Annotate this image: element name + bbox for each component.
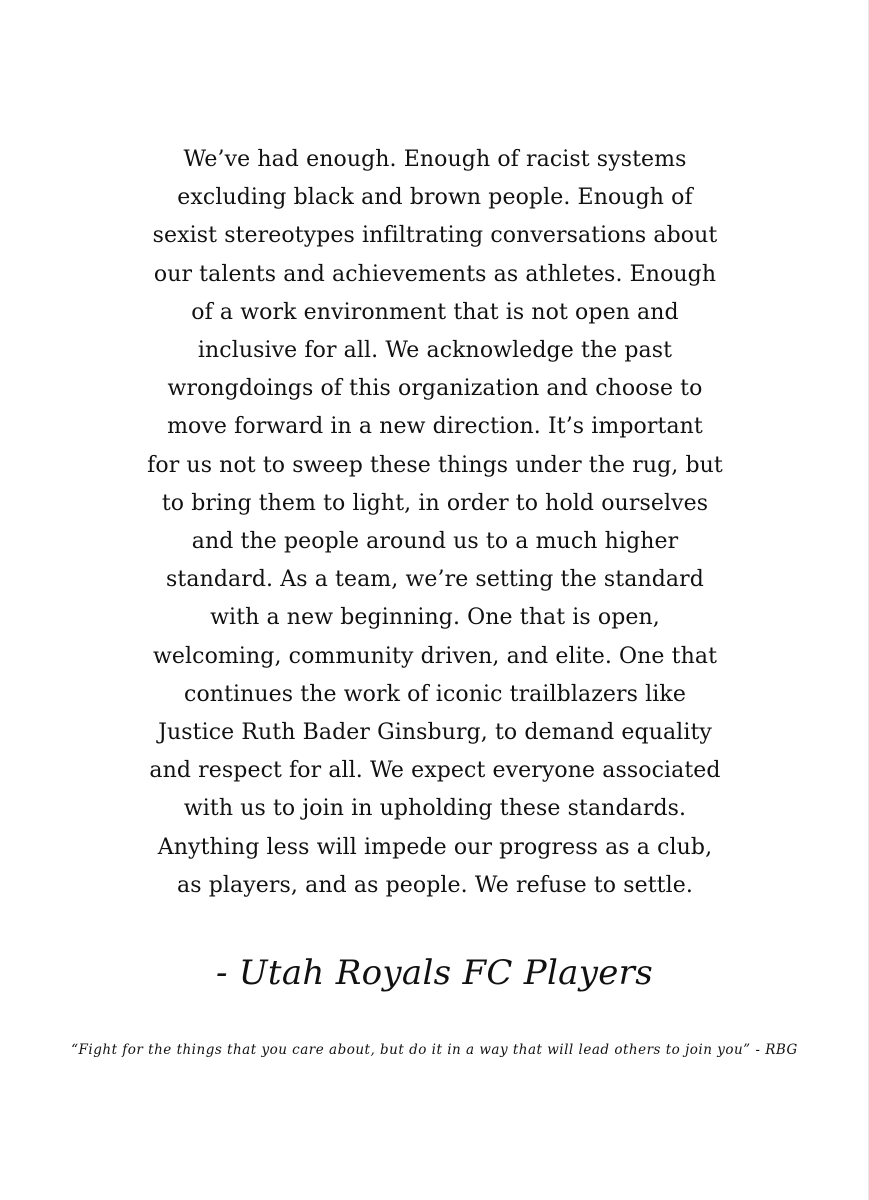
- statement-line: excluding black and brown people. Enough of: [177, 185, 693, 211]
- statement-line: inclusive for all. We acknowledge the past: [197, 338, 673, 364]
- statement-line: standard. As a team, we’re setting the standard: [166, 567, 704, 593]
- statement-body: [110, 141, 760, 905]
- rbg-quote: “Fight for the things that you care about, but do it in a way that will lead others to join you” - RBG: [71, 1042, 798, 1058]
- statement-line: and the people around us to a much higher: [191, 529, 679, 555]
- statement-line: for us not to sweep these things under the rug, but: [147, 452, 723, 478]
- statement-line: our talents and achievements as athletes. Enough: [153, 261, 717, 287]
- statement-line: Anything less will impede our progress as a club,: [157, 834, 713, 860]
- statement-line: sexist stereotypes infiltrating conversations about: [152, 223, 718, 249]
- statement-line: as players, and as people. We refuse to settle.: [177, 872, 693, 898]
- signature: - Utah Royals FC Players: [216, 953, 653, 993]
- statement-line: and respect for all. We expect everyone associated: [149, 758, 721, 784]
- statement-line: wrongdoings of this organization and choose to: [167, 376, 703, 402]
- statement-line: with a new beginning. One that is open,: [210, 605, 660, 631]
- statement-line: We’ve had enough. Enough of racist systems: [183, 147, 687, 172]
- statement-line: of a work environment that is not open and: [191, 299, 679, 325]
- statement-line: with us to join in upholding these standards.: [183, 796, 687, 822]
- statement-line: move forward in a new direction. It’s important: [167, 414, 703, 440]
- statement-line: continues the work of iconic trailblazers like: [184, 681, 686, 707]
- statement-line: welcoming, community driven, and elite. One that: [152, 643, 718, 669]
- statement-line: Justice Ruth Bader Ginsburg, to demand equality: [158, 720, 712, 746]
- statement-line: to bring them to light, in order to hold ourselves: [161, 490, 709, 516]
